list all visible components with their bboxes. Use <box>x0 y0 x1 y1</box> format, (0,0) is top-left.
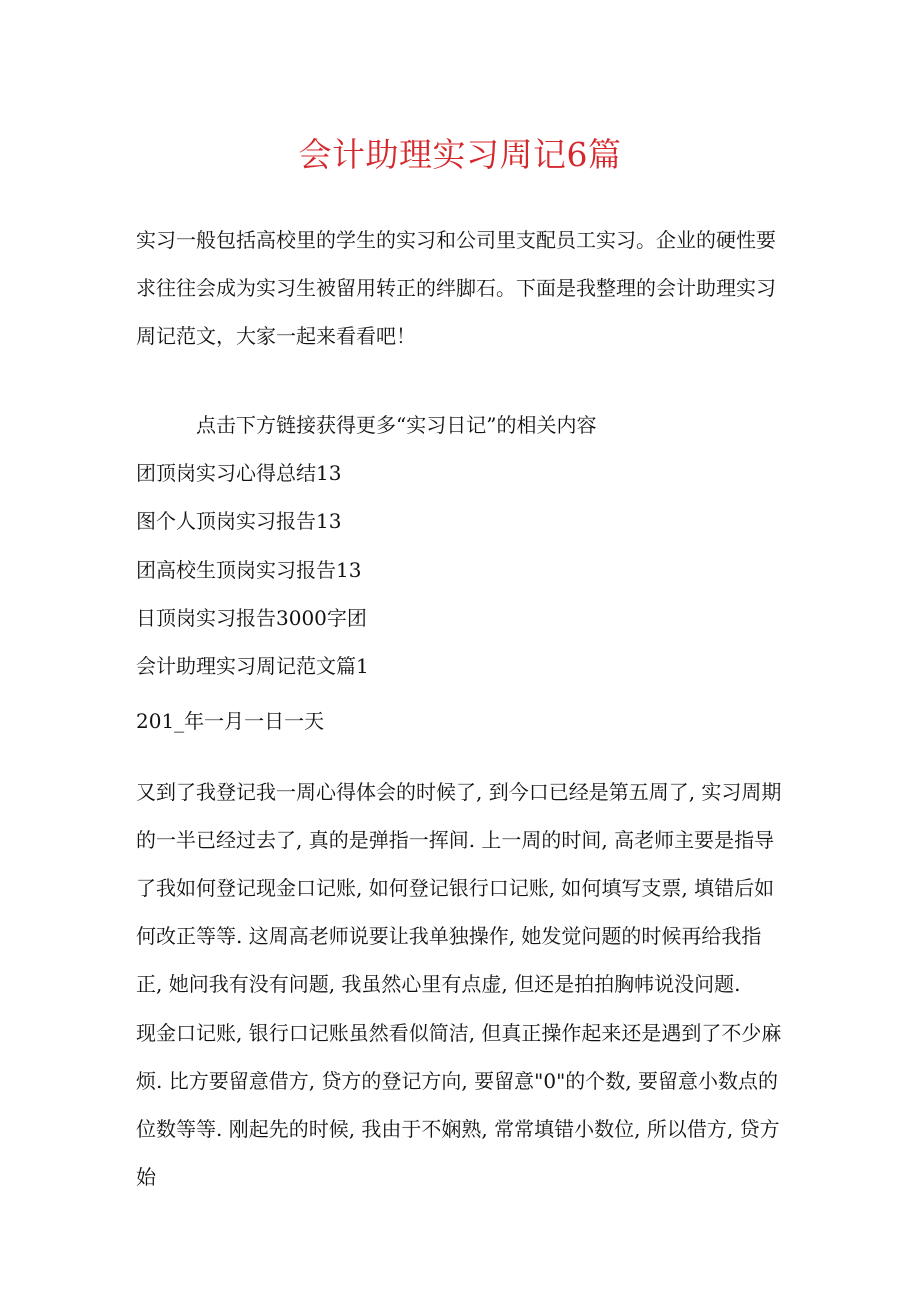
body-paragraph-1: 又到了我登记我一周心得体会的时候了, 到今口已经是第五周了, 实习周期的一半已经过去了, 真的是弹指一挥间. 上一周的时间, 高老师主要是指导了我如何登记现金口记账, 如何登记银行口记账, 如何填写支票, 填错后如何改正等等. 这周高老师说要让我单独操作, 她发觉问题的时候再给我指正, 她问我有没有问题, 我虽然心里有点虚, 但还是拍拍胸帏说没问题. <box>136 780 782 996</box>
intro-paragraph: 实习一般包括高校里的学生的实习和公司里支配员工实习。企业的硬性要求往往会成为实习生被留用转正的绊脚石。下面是我整理的会计助理实习周记范文，大家一起来看看吧！ <box>136 228 776 348</box>
link-item-3[interactable]: 团高校生顶岗实习报告13 <box>136 558 362 582</box>
link-item-4[interactable]: 日顶岗实习报告3000字团 <box>136 606 367 630</box>
body-paragraph-2: 现金口记账, 银行口记账虽然看似简洁, 但真正操作起来还是遇到了不少麻烦. 比方要留意借方, 贷方的登记方向, 要留意"0"的个数, 要留意小数点的位数等等. 刚起先的时候, 我由于不娴熟, 常常填错小数位, 所以借方, 贷方始 <box>136 1021 782 1189</box>
date-line: 201_年一月一日一天 <box>136 709 325 733</box>
links-heading: 点击下方链接获得更多“实习日记”的相关内容 <box>196 413 597 437</box>
document-title: 会计助理实习周记6篇 <box>298 135 622 174</box>
section-heading: 会计助理实习周记范文篇1 <box>136 654 369 678</box>
link-item-2[interactable]: 图个人顶岗实习报告13 <box>136 509 342 533</box>
link-item-1[interactable]: 团顶岗实习心得总结13 <box>136 461 342 485</box>
